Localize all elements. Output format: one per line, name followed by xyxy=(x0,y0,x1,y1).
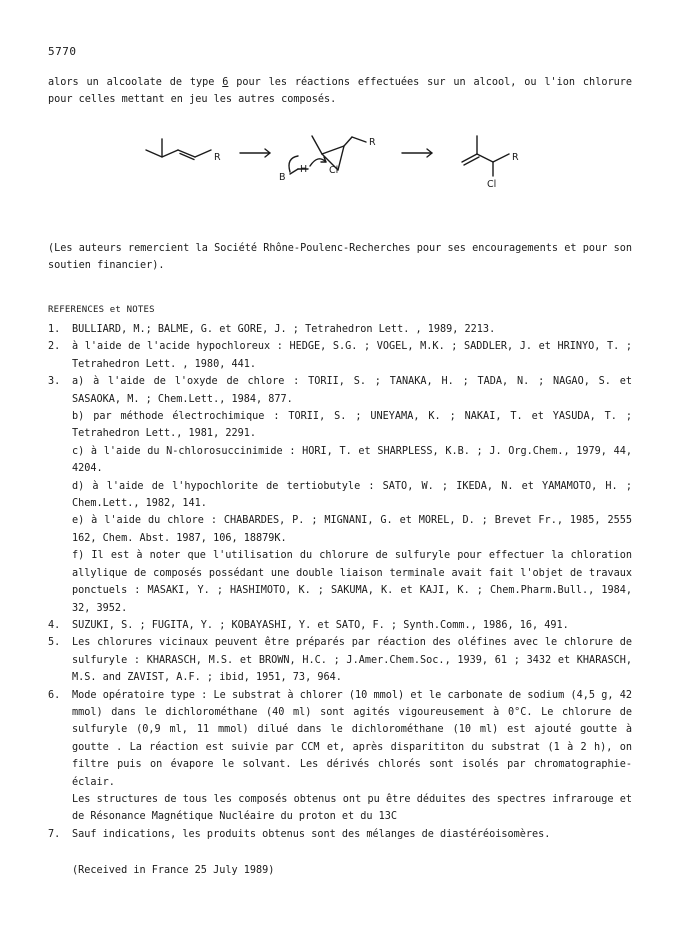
compound-number: 6 xyxy=(222,77,229,88)
reference-text: SUZUKI, S. ; FUGITA, Y. ; KOBAYASHI, Y. et SATO, F. ; Synth.Comm., 1986, 16, 491. xyxy=(72,619,569,631)
reference-6-structures: Les structures de tous les composés obtenus ont pu être déduites des spectres infrarouge et de Résonance Magnétique Nucléaire du proton et du 13C xyxy=(72,793,632,823)
received-date: (Received in France 25 July 1989) xyxy=(72,865,275,876)
reaction-scheme xyxy=(140,124,560,200)
reference-number: 5. xyxy=(48,637,61,649)
reference-1 xyxy=(48,321,632,338)
reference-number: 4. xyxy=(48,619,61,631)
references-list xyxy=(48,321,632,843)
scheme-label-cl-product: Cl xyxy=(487,179,497,190)
reference-number: 2. xyxy=(48,341,61,353)
reference-number: 6. xyxy=(48,689,61,701)
reference-number: 1. xyxy=(48,324,61,335)
reference-text: BULLIARD, M.; BALME, G. et GORE, J. ; Tetrahedron Lett. , 1989, 2213. xyxy=(72,324,496,335)
scheme-label-r1: R xyxy=(214,152,221,163)
reference-7 xyxy=(48,826,632,843)
reference-3a: a) à l'aide de l'oxyde de chlore : TORII, S. ; TANAKA, H. ; TADA, N. ; NAGAO, S. et SASAOKA, M. ; Chem.Lett., 1984, 877. xyxy=(72,376,632,405)
scheme-label-r3: R xyxy=(512,152,519,163)
intro-text-2: pour les réactions effectuées sur un alcool, ou l'ion chlorure pour celles mettant en jeu les autres composés. xyxy=(48,77,632,106)
reference-6 xyxy=(48,687,632,826)
reference-3 xyxy=(48,373,632,617)
reference-text: Les chlorures vicinaux peuvent être préparés par réaction des oléfines avec le chlorure de sulfuryle : KHARASCH, M.S. et BROWN, H.C. ; J.Amer.Chem.Soc., 1939, 61 ; 3432 et KHARASCH, M.S. and ZAVIST, A.F. ; ibid, 1951, 73, 964. xyxy=(72,637,632,684)
reference-6-procedure: Mode opératoire type : Le substrat à chlorer (10 mmol) et le carbonate de sodium (4,5 g, 42 mmol) dans le dichlorométhane (40 ml) sont agités vigoureusement à 0°C. Le chlorure de sulfuryle (0,9 ml, 11 mmol) dilué dans le dichlorométhane (10 ml) est ajouté goutte à goutte . La réaction est suivie par CCM et, après disparititon du substrat (1 à 2 h), on filtre puis on évapore le solvant. Les dérivés chlorés sont isolés par chromatographie-éclair. xyxy=(72,689,632,788)
reference-3c: c) à l'aide du N-chlorosuccinimide : HORI, T. et SHARPLESS, K.B. ; J. Org.Chem., 1979, 44, 4204. xyxy=(72,445,632,475)
reference-3d: d) à l'aide de l'hypochlorite de tertiobutyle : SATO, W. ; IKEDA, N. et YAMAMOTO, H. ; Chem.Lett., 1982, 141. xyxy=(72,480,632,510)
product-structure xyxy=(462,136,509,176)
reference-text: à l'aide de l'acide hypochloreux : HEDGE, S.G. ; VOGEL, M.K. ; SADDLER, J. et HRINYO, T. ; Tetrahedron Lett. , 1980, 441. xyxy=(72,341,632,370)
reference-3f: f) Il est à noter que l'utilisation du chlorure de sulfuryle pour effectuer la chloration allylique de composés possédant une double liaison terminale avait fait l'objet de travaux ponctuels : MASAKI, Y. ; HASHIMOTO, K. ; SAKUMA, K. et KAJI, K. ; Chem.Pharm.Bull., 1984, 32, 3952. xyxy=(72,550,632,614)
intro-paragraph xyxy=(48,74,632,109)
reaction-arrow-2 xyxy=(402,149,432,157)
reference-3e: e) à l'aide du chlore : CHABARDES, P. ; MIGNANI, G. et MOREL, D. ; Brevet Fr., 1985, 2555 162, Chem. Abst. 1987, 106, 18879K. xyxy=(72,515,632,544)
acknowledgement: (Les auteurs remercient la Société Rhône-Poulenc-Recherches pour ses encouragements et pour son soutien financier). xyxy=(48,243,632,272)
reference-4 xyxy=(48,617,632,634)
reference-number: 3. xyxy=(48,376,61,388)
reference-text: Sauf indications, les produits obtenus sont des mélanges de diastéréoisomères. xyxy=(72,828,551,840)
references-heading: REFERENCES et NOTES xyxy=(48,305,155,315)
reference-3b: b) par méthode électrochimique : TORII, S. ; UNEYAMA, K. ; NAKAI, T. et YASUDA, T. ; Tetrahedron Lett., 1981, 2291. xyxy=(72,411,632,440)
scheme-label-h: H xyxy=(300,164,308,175)
reference-2 xyxy=(48,338,632,373)
substrate-structure xyxy=(146,139,211,160)
reaction-arrow-1 xyxy=(240,149,270,157)
scheme-label-base: B xyxy=(279,172,286,183)
scheme-label-r2: R xyxy=(369,137,376,148)
page-number: 5770 xyxy=(48,45,77,58)
reference-number: 7. xyxy=(48,828,61,840)
reference-5 xyxy=(48,634,632,686)
scheme-label-cl-intermediate: Cl xyxy=(329,165,339,176)
intro-text-1: alors un alcoolate de type xyxy=(48,77,223,88)
